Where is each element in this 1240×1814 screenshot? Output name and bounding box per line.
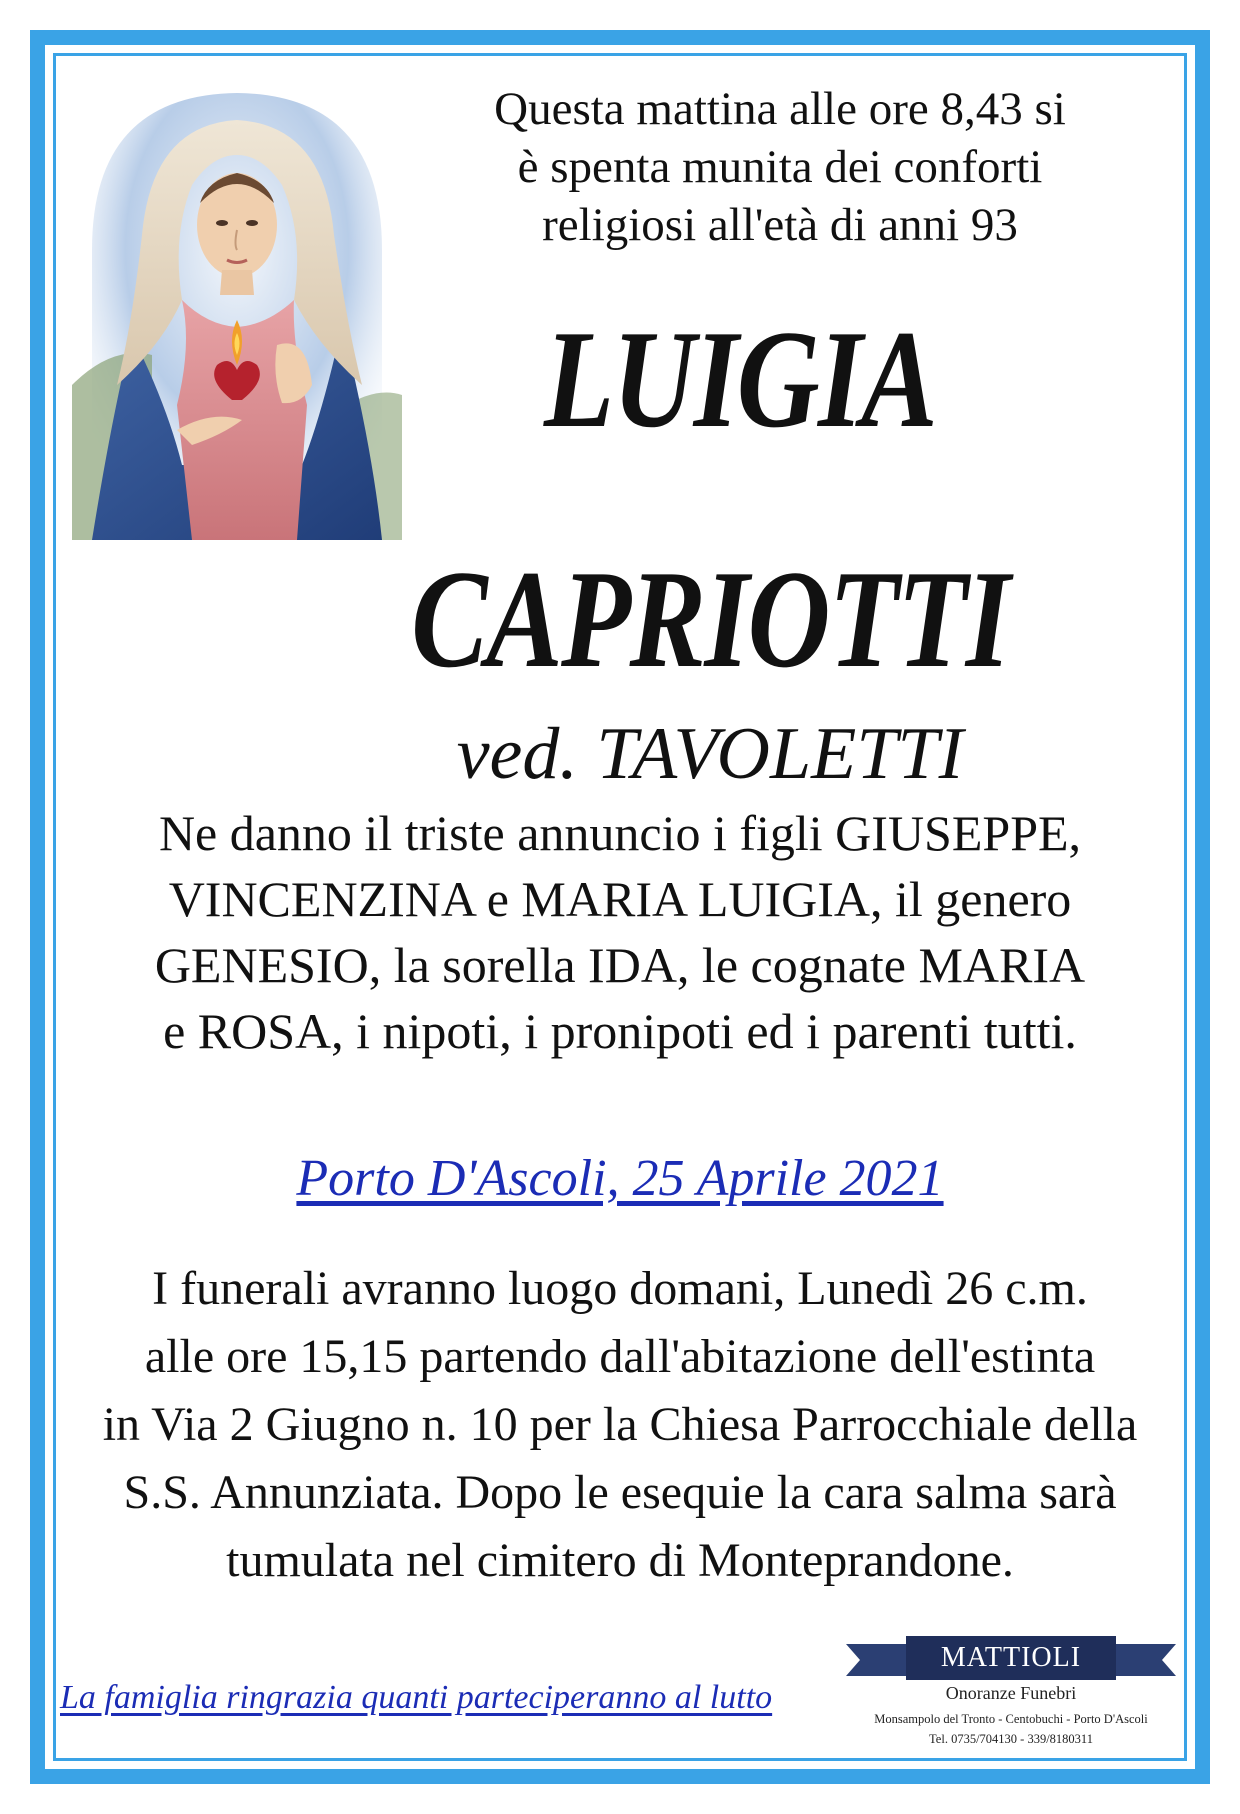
family-thanks-text: La famiglia ringrazia quanti parteciperanno al lutto <box>60 1679 773 1716</box>
announcement-line: e ROSA, i nipoti, i pronipoti ed i parenti tutti. <box>163 1003 1077 1059</box>
funeral-home-subtitle: Onoranze Funebri <box>945 1683 1077 1703</box>
funeral-line: S.S. Annunziata. Dopo le esequie la cara salma sarà <box>123 1466 1117 1519</box>
deceased-widow-of: ved. TAVOLETTI <box>456 713 964 795</box>
funeral-home-phones: Tel. 0735/704130 - 339/8180311 <box>929 1732 1093 1746</box>
deceased-last-name: CAPRIOTTI <box>411 542 1009 697</box>
funeral-line: alle ore 15,15 partendo dall'abitazione dell'estinta <box>144 1330 1096 1383</box>
funeral-line: I funerali avranno luogo domani, Lunedì 26 c.m. <box>152 1262 1088 1315</box>
funeral-home-locations: Monsampolo del Tronto - Centobuchi - Porto D'Ascoli <box>874 1712 1148 1726</box>
announcement-line: Ne danno il triste annuncio i figli GIUSEPPE, <box>158 805 1082 861</box>
intro-text <box>400 80 1160 254</box>
funeral-details <box>40 1255 1200 1595</box>
funeral-line: tumulata nel cimitero di Monteprandone. <box>226 1534 1014 1587</box>
intro-line: è spenta munita dei conforti <box>517 141 1043 193</box>
place-date-text: Porto D'Ascoli, 25 Aprile 2021 <box>296 1150 944 1207</box>
funeral-home-logo <box>846 1628 1176 1768</box>
place-date <box>200 1148 1040 1210</box>
funeral-line: in Via 2 Giugno n. 10 per la Chiesa Parrocchiale della <box>102 1398 1138 1451</box>
intro-line: religiosi all'età di anni 93 <box>542 199 1018 251</box>
announcement-line: GENESIO, la sorella IDA, le cognate MARIA <box>154 937 1086 993</box>
sacred-heart-madonna-image <box>72 85 402 540</box>
intro-line: Questa mattina alle ore 8,43 si <box>494 83 1066 135</box>
family-thanks <box>60 1676 840 1720</box>
deceased-first-name: LUIGIA <box>543 302 937 457</box>
announcement-line: VINCENZINA e MARIA LUIGIA, il genero <box>168 871 1072 927</box>
announcement-text <box>40 800 1200 1064</box>
funeral-home-name: MATTIOLI <box>940 1642 1082 1673</box>
